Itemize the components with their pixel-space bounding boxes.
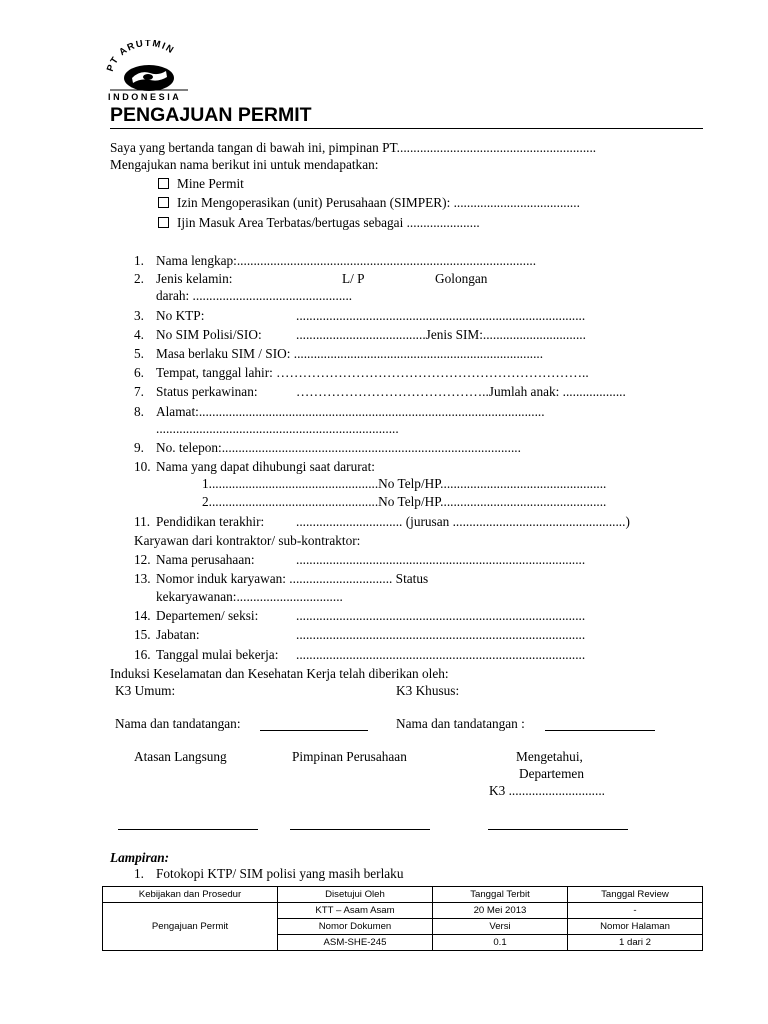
lampiran-item: Fotokopi KTP/ SIM polisi yang masih berlaku [156,866,404,881]
label-nama-perusahaan: Nama perusahaan: [156,552,255,567]
field-status-perkawinan[interactable]: ……………………………………..Jumlah anak: ................... [296,384,626,399]
title-divider [110,128,703,129]
item-number: 10. [134,459,151,474]
item-number: 7. [134,384,144,399]
field-kontak-darurat-2[interactable]: 2...................................................No Telp/HP.................................................. [202,494,607,509]
item-number: 8. [134,404,144,419]
label-departemen-k3: Departemen [519,766,584,781]
field-kontak-darurat-1[interactable]: 1...................................................No Telp/HP.................................................. [202,476,607,491]
field-masa-berlaku[interactable]: Masa berlaku SIM / SIO: ........................................................................... [156,346,544,361]
label-atasan-langsung: Atasan Langsung [134,749,227,764]
checkbox-label: Mine Permit [177,176,244,191]
issue-date: 20 Mei 2013 [433,903,568,919]
checkbox-square-icon[interactable] [158,178,169,189]
checkbox-label: Izin Mengoperasikan (unit) Perusahaan (SIMPER): ...................................... [177,195,580,210]
signature-line-left[interactable] [260,730,368,731]
item-number: 11. [134,514,151,529]
field-nama-perusahaan[interactable]: ....................................................................................... [296,552,586,567]
label-status-perkawinan: Status perkawinan: [156,384,258,399]
header-kebijakan: Kebijakan dan Prosedur [103,887,278,903]
label-golongan: Golongan [435,271,488,286]
item-number: 13. [134,571,151,586]
document-number: ASM-SHE-245 [278,935,433,951]
page-title: PENGAJUAN PERMIT [110,104,312,126]
field-golongan-darah[interactable]: darah: ................................................ [156,288,353,303]
item-number: 9. [134,440,144,455]
header-versi: Versi [433,919,568,935]
field-nama-lengkap[interactable]: Nama lengkap:.......................................................................................... [156,253,537,268]
intro-line-1: Saya yang bertanda tangan di bawah ini, pimpinan PT............................................................ [110,140,597,155]
label-sign-left: Nama dan tandatangan: [115,716,241,731]
lampiran-heading: Lampiran: [110,850,170,865]
item-number: 15. [134,627,151,642]
field-no-telepon[interactable]: No. telepon:.......................................................................................... [156,440,521,455]
item-number: 14. [134,608,151,623]
checkbox-area-terbatas[interactable] [158,215,480,231]
logo-arc-text: PT ARUTMIN [104,40,177,74]
item-number: 1. [134,253,144,268]
header-disetujui: Disetujui Oleh [278,887,433,903]
document-control-table [102,886,703,951]
field-alamat-line-2[interactable]: ......................................................................... [156,421,399,436]
field-status-kekaryawanan[interactable]: kekaryawanan:................................ [156,589,343,604]
option-lp[interactable]: L/ P [342,271,365,286]
approved-by: KTT – Asam Asam [278,903,433,919]
signature-line-k3[interactable] [488,829,628,830]
field-k3-name[interactable]: K3 ............................. [489,783,605,798]
label-pimpinan-perusahaan: Pimpinan Perusahaan [292,749,407,764]
item-number: 16. [134,647,151,662]
lampiran-number: 1. [134,866,144,881]
checkbox-simper[interactable] [158,195,580,211]
field-no-ktp[interactable]: ....................................................................................... [296,308,586,323]
field-tanggal-mulai[interactable]: ....................................................................................... [296,647,586,662]
field-pendidikan[interactable]: ................................ (jurusan ....................................................) [296,514,630,529]
label-departemen: Departemen/ seksi: [156,608,259,623]
item-number: 6. [134,365,144,380]
checkbox-square-icon[interactable] [158,217,169,228]
company-logo [104,40,192,102]
item-number: 2. [134,271,144,286]
item-number: 5. [134,346,144,361]
checkbox-label: Ijin Masuk Area Terbatas/bertugas sebagai ...................... [177,215,480,230]
review-date: - [568,903,703,919]
table-row [103,903,703,919]
field-no-sim[interactable]: .......................................Jenis SIM:............................... [296,327,586,342]
label-sign-right: Nama dan tandatangan : [396,716,525,731]
label-no-sim: No SIM Polisi/SIO: [156,327,262,342]
signature-line-atasan[interactable] [118,829,258,830]
intro-line-2: Mengajukan nama berikut ini untuk mendapatkan: [110,157,379,172]
label-tanggal-mulai: Tanggal mulai bekerja: [156,647,279,662]
field-departemen[interactable]: ....................................................................................... [296,608,586,623]
header-tanggal-review: Tanggal Review [568,887,703,903]
item-number: 4. [134,327,144,342]
field-tempat-tanggal-lahir[interactable]: Tempat, tanggal lahir: …………………………………………………………….. [156,365,589,380]
signature-line-pimpinan[interactable] [290,829,430,830]
contractor-heading: Karyawan dari kontraktor/ sub-kontraktor: [134,533,361,548]
version: 0.1 [433,935,568,951]
table-row [103,887,703,903]
header-nomor-halaman: Nomor Halaman [568,919,703,935]
page-number: 1 dari 2 [568,935,703,951]
item-number: 3. [134,308,144,323]
label-mengetahui: Mengetahui, [516,749,583,764]
label-jabatan: Jabatan: [156,627,200,642]
label-k3-umum: K3 Umum: [115,683,176,698]
header-nomor-dokumen: Nomor Dokumen [278,919,433,935]
checkbox-square-icon[interactable] [158,197,169,208]
label-kontak-darurat: Nama yang dapat dihubungi saat darurat: [156,459,375,474]
label-k3-khusus: K3 Khusus: [396,683,460,698]
field-nomor-induk[interactable]: Nomor induk karyawan: ............................... Status [156,571,429,586]
label-no-ktp: No KTP: [156,308,205,323]
field-jabatan[interactable]: ....................................................................................... [296,627,586,642]
policy-name: Pengajuan Permit [103,903,278,951]
signature-line-right[interactable] [545,730,655,731]
checkbox-mine-permit[interactable] [158,176,244,192]
label-jenis-kelamin: Jenis kelamin: [156,271,233,286]
field-alamat[interactable]: Alamat:........................................................................................................ [156,404,545,419]
induction-line: Induksi Keselamatan dan Kesehatan Kerja telah diberikan oleh: [110,666,449,681]
header-tanggal-terbit: Tanggal Terbit [433,887,568,903]
item-number: 12. [134,552,151,567]
label-pendidikan: Pendidikan terakhir: [156,514,265,529]
logo-subtext: INDONESIA [108,92,182,102]
